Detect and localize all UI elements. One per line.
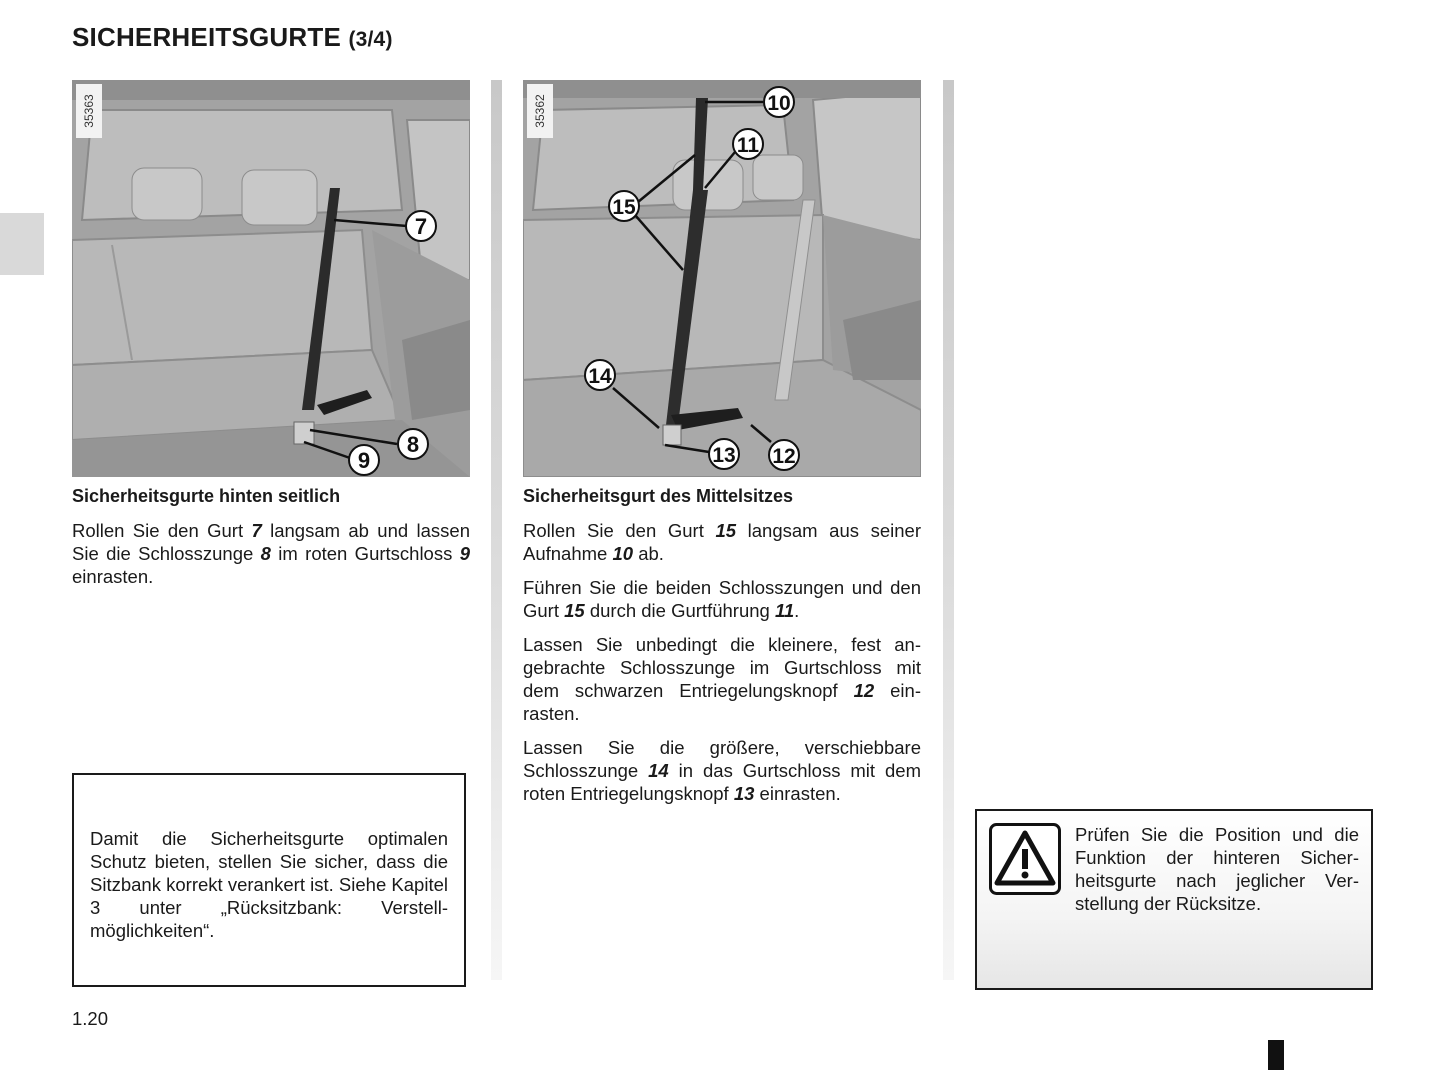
callout-9: 9 bbox=[357, 448, 371, 473]
callout-10: 10 bbox=[767, 92, 791, 115]
paragraph: Führen Sie die beiden Schlosszungen und den Gurt 15 durch die Gurtführung 11. bbox=[523, 577, 921, 621]
rear-side-seatbelt-photo bbox=[72, 80, 470, 477]
section-heading: Sicherheitsgurt des Mittelsitzes bbox=[523, 486, 794, 506]
callout-13: 13 bbox=[712, 444, 736, 467]
photo-id-label: 35363 bbox=[76, 84, 102, 138]
callout-12: 12 bbox=[772, 445, 796, 468]
note-text: Damit die Sicherheitsgurte optimalen Schutz bieten, stellen Sie sicher, dass die Sitzbank korrekt verankert ist. Siehe Kapitel 3 unter „Rücksitzbank: Verstellmöglichkeiten“. bbox=[90, 828, 448, 941]
page-title-suffix: (3/4) bbox=[348, 28, 393, 51]
callout-7: 7 bbox=[414, 214, 428, 239]
warning-triangle-icon bbox=[989, 823, 1061, 895]
page-edge-marker bbox=[1268, 1040, 1284, 1070]
column-separator bbox=[943, 80, 954, 980]
callout-15: 15 bbox=[612, 196, 636, 219]
photo-id-label: 35362 bbox=[527, 84, 553, 138]
callout-8: 8 bbox=[406, 432, 420, 457]
section-heading: Sicherheitsgurte hinten seitlich bbox=[72, 486, 341, 506]
page-number: 1.20 bbox=[72, 1008, 109, 1029]
callout-11: 11 bbox=[736, 134, 760, 157]
warning-text: Prüfen Sie die Position und die Funktion der hinteren Sicherheitsgurte nach jeglicher Verstellung der Rücksitze. bbox=[1075, 824, 1359, 914]
page-title bbox=[72, 22, 393, 53]
warning-box bbox=[975, 809, 1373, 990]
middle-column-text bbox=[523, 485, 921, 816]
callout-14: 14 bbox=[588, 365, 612, 388]
paragraph: Lassen Sie die größere, verschiebbare Schlosszunge 14 in das Gurtschloss mit dem roten Entriegelungsknopf 13 einrasten. bbox=[523, 737, 921, 804]
section-tab bbox=[0, 213, 44, 275]
page-title-text: SICHERHEITSGURTE bbox=[72, 22, 342, 52]
paragraph: Rollen Sie den Gurt 15 langsam aus seiner Aufnahme 10 ab. bbox=[523, 520, 922, 564]
column-separator bbox=[491, 80, 502, 980]
note-box bbox=[72, 773, 466, 987]
paragraph: Rollen Sie den Gurt 7 langsam ab und lassen Sie die Schlosszunge 8 im roten Gurtschloss 9 einrasten. bbox=[72, 520, 471, 587]
paragraph: Lassen Sie unbedingt die kleinere, fest angebrachte Schlosszunge im Gurtschloss mit dem schwarzen Entriegelungsknopf 12 einrasten. bbox=[523, 634, 921, 724]
center-seatbelt-photo bbox=[523, 80, 921, 477]
left-column-text bbox=[72, 485, 470, 599]
